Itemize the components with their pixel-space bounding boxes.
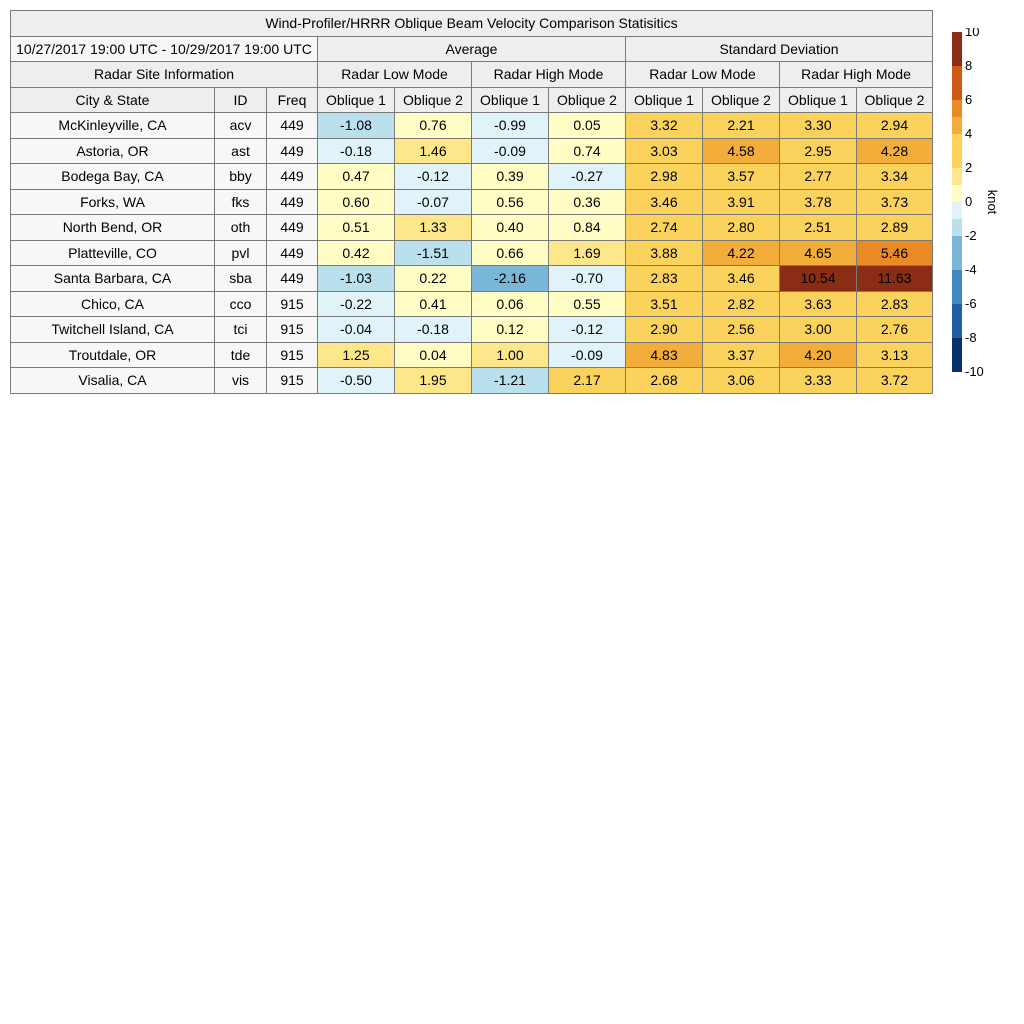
value-cell: 2.98 — [626, 164, 703, 190]
value-cell: 0.22 — [395, 266, 472, 292]
colorbar-ticks — [965, 28, 984, 379]
value-cell: 2.89 — [857, 215, 933, 241]
colorbar-segment — [952, 134, 962, 168]
site-id: tci — [215, 317, 267, 343]
colorbar-unit-label: knot — [985, 189, 1000, 215]
col-header-std-high-oblique-1: Oblique 1 — [780, 87, 857, 113]
value-cell: 2.68 — [626, 368, 703, 394]
value-cell: 3.34 — [857, 164, 933, 190]
colorbar-segment — [952, 185, 962, 202]
table-row — [11, 240, 933, 266]
colorbar-segment — [952, 202, 962, 219]
colorbar-segment — [952, 32, 962, 66]
table-row — [11, 164, 933, 190]
value-cell: 2.95 — [780, 138, 857, 164]
color-scale-legend — [950, 28, 1020, 388]
site-city: Santa Barbara, CA — [11, 266, 215, 292]
colorbar-tick-label: -4 — [965, 262, 977, 277]
colorbar-segment — [952, 236, 962, 270]
value-cell: 3.03 — [626, 138, 703, 164]
site-city: Forks, WA — [11, 189, 215, 215]
value-cell: 0.39 — [472, 164, 549, 190]
colorbar-tick-label: 8 — [965, 58, 973, 73]
table-row — [11, 342, 933, 368]
colorbar-gradient — [952, 32, 962, 372]
site-freq: 449 — [267, 138, 318, 164]
site-freq: 915 — [267, 291, 318, 317]
value-cell: 2.94 — [857, 113, 933, 139]
value-cell: 4.20 — [780, 342, 857, 368]
group-stddev-header: Standard Deviation — [626, 36, 933, 62]
value-cell: 3.63 — [780, 291, 857, 317]
col-header-city: City & State — [11, 87, 215, 113]
site-city: Visalia, CA — [11, 368, 215, 394]
site-id: vis — [215, 368, 267, 394]
value-cell: 2.76 — [857, 317, 933, 343]
site-city: Astoria, OR — [11, 138, 215, 164]
value-cell: 0.40 — [472, 215, 549, 241]
value-cell: -0.09 — [472, 138, 549, 164]
site-info-header: Radar Site Information — [11, 62, 318, 88]
value-cell: 0.04 — [395, 342, 472, 368]
value-cell: 3.46 — [626, 189, 703, 215]
site-city: Chico, CA — [11, 291, 215, 317]
value-cell: 0.51 — [318, 215, 395, 241]
site-freq: 449 — [267, 113, 318, 139]
value-cell: 3.13 — [857, 342, 933, 368]
table-row — [11, 317, 933, 343]
col-header-std-high-oblique-2: Oblique 2 — [857, 87, 933, 113]
value-cell: 1.95 — [395, 368, 472, 394]
col-header-std-low-oblique-2: Oblique 2 — [703, 87, 780, 113]
value-cell: 4.22 — [703, 240, 780, 266]
colorbar-tick-label: 4 — [965, 126, 973, 141]
site-city: North Bend, OR — [11, 215, 215, 241]
colorbar-segment — [952, 168, 962, 185]
site-city: McKinleyville, CA — [11, 113, 215, 139]
value-cell: 0.41 — [395, 291, 472, 317]
value-cell: 3.32 — [626, 113, 703, 139]
site-id: tde — [215, 342, 267, 368]
site-id: ast — [215, 138, 267, 164]
site-freq: 915 — [267, 317, 318, 343]
value-cell: -1.08 — [318, 113, 395, 139]
avg-low-mode-header: Radar Low Mode — [318, 62, 472, 88]
value-cell: -0.50 — [318, 368, 395, 394]
site-id: oth — [215, 215, 267, 241]
table-row — [11, 215, 933, 241]
value-cell: 0.76 — [395, 113, 472, 139]
value-cell: 4.65 — [780, 240, 857, 266]
colorbar-segment — [952, 100, 962, 117]
site-freq: 915 — [267, 368, 318, 394]
value-cell: 0.47 — [318, 164, 395, 190]
colorbar-segment — [952, 304, 962, 338]
col-header-freq: Freq — [267, 87, 318, 113]
value-cell: 3.00 — [780, 317, 857, 343]
value-cell: 3.73 — [857, 189, 933, 215]
table-body — [11, 113, 933, 394]
value-cell: -1.51 — [395, 240, 472, 266]
table-row — [11, 368, 933, 394]
value-cell: 0.12 — [472, 317, 549, 343]
table-row — [11, 113, 933, 139]
site-freq: 449 — [267, 240, 318, 266]
group-average-header: Average — [318, 36, 626, 62]
site-freq: 915 — [267, 342, 318, 368]
value-cell: 1.25 — [318, 342, 395, 368]
value-cell: 1.33 — [395, 215, 472, 241]
value-cell: 2.21 — [703, 113, 780, 139]
value-cell: 2.77 — [780, 164, 857, 190]
value-cell: 3.91 — [703, 189, 780, 215]
site-freq: 449 — [267, 266, 318, 292]
value-cell: -2.16 — [472, 266, 549, 292]
colorbar-segment — [952, 270, 962, 304]
value-cell: 2.74 — [626, 215, 703, 241]
value-cell: 1.69 — [549, 240, 626, 266]
colorbar-segment — [952, 117, 962, 134]
value-cell: 0.42 — [318, 240, 395, 266]
value-cell: 11.63 — [857, 266, 933, 292]
value-cell: 3.88 — [626, 240, 703, 266]
site-id: sba — [215, 266, 267, 292]
table-row — [11, 291, 933, 317]
site-id: bby — [215, 164, 267, 190]
site-id: fks — [215, 189, 267, 215]
colorbar-tick-label: 2 — [965, 160, 973, 175]
value-cell: 3.33 — [780, 368, 857, 394]
value-cell: 2.17 — [549, 368, 626, 394]
col-header-avg-high-oblique-2: Oblique 2 — [549, 87, 626, 113]
site-freq: 449 — [267, 189, 318, 215]
value-cell: 0.84 — [549, 215, 626, 241]
col-header-avg-low-oblique-1: Oblique 1 — [318, 87, 395, 113]
table-title: Wind-Profiler/HRRR Oblique Beam Velocity Comparison Statisitics — [11, 11, 933, 37]
colorbar-segment — [952, 219, 962, 236]
colorbar-tick-label: 10 — [965, 28, 980, 39]
colorbar-tick-label: -10 — [965, 364, 984, 379]
value-cell: -0.04 — [318, 317, 395, 343]
value-cell: 2.51 — [780, 215, 857, 241]
std-low-mode-header: Radar Low Mode — [626, 62, 780, 88]
site-city: Platteville, CO — [11, 240, 215, 266]
value-cell: 4.28 — [857, 138, 933, 164]
value-cell: 2.56 — [703, 317, 780, 343]
site-id: cco — [215, 291, 267, 317]
value-cell: -0.12 — [549, 317, 626, 343]
value-cell: 10.54 — [780, 266, 857, 292]
value-cell: -0.18 — [395, 317, 472, 343]
value-cell: 0.55 — [549, 291, 626, 317]
site-freq: 449 — [267, 164, 318, 190]
value-cell: -1.03 — [318, 266, 395, 292]
colorbar-tick-label: -2 — [965, 228, 977, 243]
value-cell: 4.58 — [703, 138, 780, 164]
value-cell: -0.70 — [549, 266, 626, 292]
value-cell: 3.72 — [857, 368, 933, 394]
value-cell: 0.60 — [318, 189, 395, 215]
value-cell: 1.46 — [395, 138, 472, 164]
site-freq: 449 — [267, 215, 318, 241]
site-city: Troutdale, OR — [11, 342, 215, 368]
value-cell: 3.37 — [703, 342, 780, 368]
value-cell: -0.12 — [395, 164, 472, 190]
value-cell: 2.90 — [626, 317, 703, 343]
value-cell: 3.46 — [703, 266, 780, 292]
colorbar-segment — [952, 338, 962, 372]
value-cell: 0.74 — [549, 138, 626, 164]
value-cell: 4.83 — [626, 342, 703, 368]
value-cell: 3.30 — [780, 113, 857, 139]
value-cell: 0.06 — [472, 291, 549, 317]
value-cell: 2.83 — [626, 266, 703, 292]
site-city: Twitchell Island, CA — [11, 317, 215, 343]
date-range: 10/27/2017 19:00 UTC - 10/29/2017 19:00 UTC — [11, 36, 318, 62]
avg-high-mode-header: Radar High Mode — [472, 62, 626, 88]
col-header-avg-high-oblique-1: Oblique 1 — [472, 87, 549, 113]
value-cell: 5.46 — [857, 240, 933, 266]
site-id: pvl — [215, 240, 267, 266]
value-cell: 0.66 — [472, 240, 549, 266]
colorbar-tick-label: 6 — [965, 92, 973, 107]
value-cell: -1.21 — [472, 368, 549, 394]
value-cell: -0.99 — [472, 113, 549, 139]
value-cell: 3.06 — [703, 368, 780, 394]
value-cell: -0.07 — [395, 189, 472, 215]
value-cell: 1.00 — [472, 342, 549, 368]
colorbar-tick-label: -8 — [965, 330, 977, 345]
value-cell: 0.36 — [549, 189, 626, 215]
value-cell: 3.78 — [780, 189, 857, 215]
table-row — [11, 266, 933, 292]
value-cell: 2.80 — [703, 215, 780, 241]
colorbar-segment — [952, 66, 962, 100]
value-cell: -0.27 — [549, 164, 626, 190]
table-row — [11, 138, 933, 164]
value-cell: 0.56 — [472, 189, 549, 215]
velocity-statistics-table — [10, 10, 933, 394]
site-city: Bodega Bay, CA — [11, 164, 215, 190]
colorbar-tick-label: 0 — [965, 194, 973, 209]
std-high-mode-header: Radar High Mode — [780, 62, 933, 88]
table-row — [11, 189, 933, 215]
value-cell: 2.83 — [857, 291, 933, 317]
value-cell: 3.51 — [626, 291, 703, 317]
col-header-std-low-oblique-1: Oblique 1 — [626, 87, 703, 113]
value-cell: -0.09 — [549, 342, 626, 368]
value-cell: 3.57 — [703, 164, 780, 190]
value-cell: 2.82 — [703, 291, 780, 317]
colorbar-tick-label: -6 — [965, 296, 977, 311]
value-cell: -0.18 — [318, 138, 395, 164]
col-header-id: ID — [215, 87, 267, 113]
value-cell: 0.05 — [549, 113, 626, 139]
value-cell: -0.22 — [318, 291, 395, 317]
col-header-avg-low-oblique-2: Oblique 2 — [395, 87, 472, 113]
site-id: acv — [215, 113, 267, 139]
